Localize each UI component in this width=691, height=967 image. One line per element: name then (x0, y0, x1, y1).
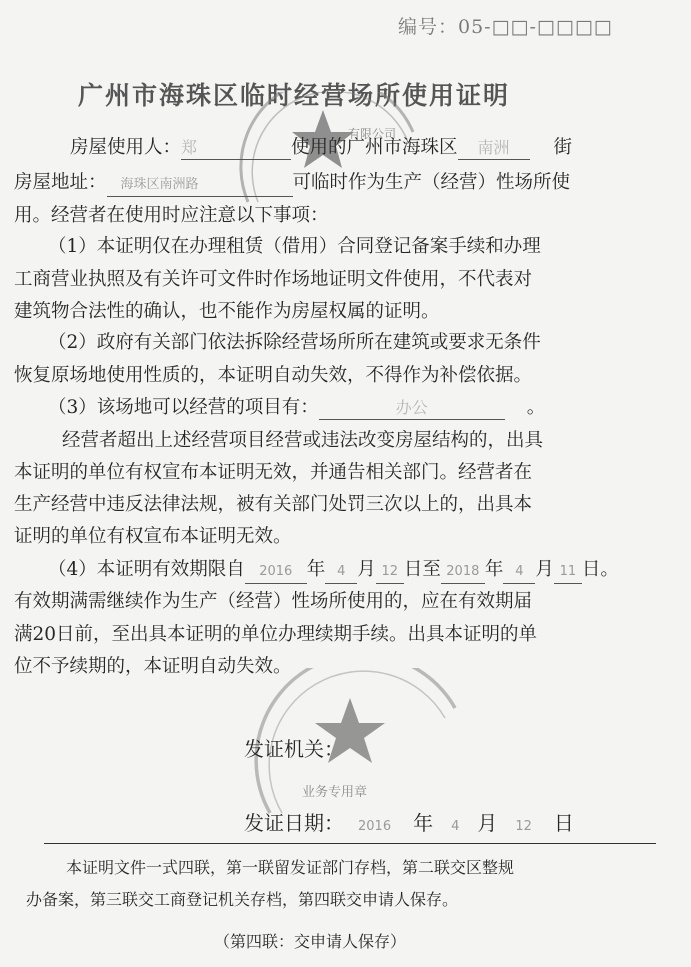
validity-label: （4）本证明有效期限自 (48, 559, 245, 580)
company-seal-text: 有限公司 (348, 127, 397, 141)
user-label: 房屋使用人： (70, 137, 182, 158)
document-title: 广州市海珠区临时经营场所使用证明 (78, 81, 511, 110)
address-label: 房屋地址： (14, 172, 107, 193)
footer-line1: 本证明文件一式四联，第一联留发证部门存档，第二联交区整规 (66, 858, 515, 877)
address-fill: 海珠区南洲路 (120, 177, 199, 192)
item3-line1 (48, 393, 545, 423)
issuer-label: 发证机关： (244, 737, 344, 761)
item1-line2: 工商营业执照及有关许可文件时作场地证明文件使用，不代表对 (14, 269, 533, 290)
item3-line2: 经营者超出上述经营项目经营或违法改变房屋结构的，出具 (62, 430, 544, 451)
issue-date-label: 发证日期： (244, 811, 344, 835)
street-fill: 南洲 (477, 138, 510, 157)
item1-line1: （1）本证明仅在办理租赁（借用）合同登记备案手续和办理 (48, 236, 541, 257)
issue-month: 4 (451, 819, 460, 834)
item1-line3: 建筑物合法性的确认，也不能作为房屋权属的证明。 (14, 301, 440, 322)
item2-line1: （2）政府有关部门依法拆除经营场所所在建筑或要求无条件 (48, 332, 541, 353)
item3-line4: 生产经营中违反法律法规，被有关部门处罚三次以上的，出具本 (14, 494, 533, 515)
street-suffix: 街 (553, 137, 573, 158)
item4-line1: （4）本证明有效期限自 2016 年 4 月 12 日至 2018 年 4 月 11 日。 (48, 555, 619, 585)
item3-line5: 证明的单位有权宣布本证明无效。 (14, 526, 292, 547)
address-line-text: 可临时作为生产（经营）性场所使 (292, 172, 571, 193)
copy-label: （第四联：交申请人保存） (214, 932, 407, 951)
user-line (70, 133, 572, 163)
start-day: 12 (381, 564, 399, 579)
item3-period: 。 (526, 397, 546, 418)
item4-line3: 满20日前，至出具本证明的单位办理续期手续。出具本证明的单 (14, 624, 538, 645)
address-line (14, 168, 570, 198)
issue-date-line: 发证日期： 2016 年 4 月 12 日 (244, 811, 574, 835)
start-month: 4 (337, 564, 346, 579)
end-day: 11 (559, 564, 577, 579)
serial-number: 编号：05-□□-□□□□ (398, 16, 613, 38)
item3-label: （3）该场地可以经营的项目有： (48, 397, 319, 418)
end-month: 4 (515, 564, 524, 579)
start-year: 2016 (259, 564, 293, 579)
item2-line2: 恢复原场地使用性质的，本证明自动失效，不得作为补偿依据。 (14, 365, 533, 386)
intro-line: 用。经营者在使用时应注意以下事项： (14, 205, 329, 226)
item3-line3: 本证明的单位有权宣布本证明无效，并通告相关部门。经营者在 (14, 462, 533, 483)
project-fill: 办公 (395, 398, 428, 417)
user-fill: 郑 (181, 138, 198, 157)
user-line-text: 使用的广州市海珠区 (291, 137, 458, 158)
item4-line2: 有效期满需继续作为生产（经营）性场所使用的，应在有效期届 (14, 591, 533, 612)
footer-line2: 办备案，第三联交工商登记机关存档，第四联交申请人保存。 (26, 890, 459, 909)
official-seal-text: 业务专用章 (302, 785, 368, 800)
issue-day: 12 (515, 819, 532, 834)
issue-year: 2016 (358, 819, 392, 834)
item4-line4: 位不予续期的，本证明自动失效。 (14, 656, 292, 677)
end-year: 2018 (446, 564, 480, 579)
footer-divider (44, 843, 656, 844)
